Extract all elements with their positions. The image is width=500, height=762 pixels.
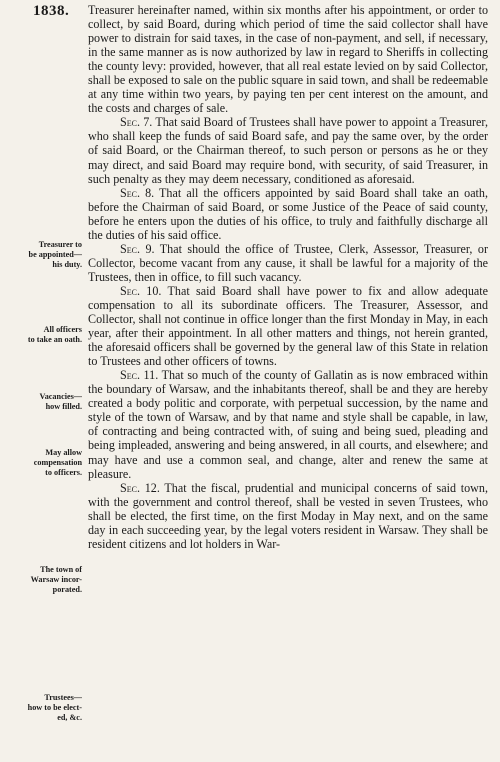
- margin-note-line: ed, &c.: [57, 713, 82, 722]
- margin-note-treasurer: [0, 240, 84, 270]
- margin-note-line: to take an oath.: [27, 335, 82, 344]
- margin-note-line: porated.: [52, 585, 82, 594]
- section-9: [88, 242, 488, 284]
- margin-note-line: Warsaw incor-: [30, 575, 82, 584]
- page-year: 1838.: [33, 3, 70, 19]
- margin-note-line: Vacancies—: [39, 392, 82, 401]
- margin-note-line: to officers.: [45, 468, 82, 477]
- margin-note-line: his duty.: [52, 260, 82, 269]
- section-10: [88, 284, 488, 368]
- section-label: Sec. 8.: [120, 185, 155, 200]
- paragraph-text: That all the officers appointed by said Board shall take an oath, before the Chairman of said Board, or some Justice of the Peace of said county, before he enters upon the duties of his office, to truly and faithfully discharge all the duties of his said office.: [88, 185, 488, 242]
- margin-note-line: compensation: [33, 458, 82, 467]
- paragraph-text: Treasurer hereinafter named, within six months after his appointment, or order to collect, by said Board, during which period of time the said collector shall have power to distrain for said taxes, in the case of non-payment, and sell, if necessary, in the same manner as is now authorized by law in regard to Sheriffs in collecting the county levy: provided, however, that all real estate levied on by said Collector, shall be exposed to sale on the public square in said town, and shall be redeemable at any time within two years, by paying ten per cent interest on the amount, and the costs and charges of sale.: [88, 3, 488, 116]
- section-11: [88, 368, 488, 480]
- section-12: [88, 481, 488, 551]
- section-label: Sec. 7.: [120, 115, 153, 130]
- margin-note-line: The town of: [40, 565, 82, 574]
- margin-note-line: how filled.: [45, 402, 82, 411]
- paragraph-text: That said Board of Trustees shall have power to appoint a Treasurer, who shall keep the funds of said Board safe, and pay the same over, by the order of said Board, or the Chairman thereof, to such person or persons as he or they may direct, and said Board may require bond, with security, of said Treasurer, in such penalty as they may deem necessary, conditioned as aforesaid.: [88, 115, 488, 186]
- margin-note-line: Treasurer to: [38, 240, 82, 249]
- margin-note-vacancies: [0, 392, 84, 412]
- paragraph-text: That said Board shall have power to fix and allow adequate compensation to all its subordinate officers. The Treasurer, Assessor, and Collector, shall not continue in office longer than the first Monday in May, in each year, after their appointment. In all other matters and things, not herein granted, the aforesaid officers shall be governed by the general law of this State in relation to Trustees and other officers of towns.: [88, 283, 488, 369]
- paragraph-continuation: [88, 3, 488, 115]
- paragraph-text: That so much of the county of Gallatin as is now embraced within the boundary of Warsaw, and the inhabitants thereof, shall be and they are hereby created a body politic and corporate, with perpetual succession, by the name and style of the town of Warsaw, and by that name and style shall be capable, in law, of contracting and being contracted with, of suing and being sued, pleading and being impleaded, answering and being answered, in all courts, and elsewhere; and may have and use a common seal, and change, alter and renew the same at pleasure.: [88, 368, 488, 481]
- section-label: Sec. 10.: [120, 283, 162, 298]
- margin-note-line: Trustees—: [44, 693, 82, 702]
- section-label: Sec. 11.: [120, 368, 159, 383]
- margin-note-line: All officers: [43, 325, 82, 334]
- margin-note-warsaw: [0, 565, 84, 595]
- section-7: [88, 115, 488, 185]
- document-body: [88, 3, 488, 551]
- section-label: Sec. 9.: [120, 241, 155, 256]
- margin-note-line: how to be elect-: [27, 703, 82, 712]
- margin-note-line: May allow: [45, 448, 82, 457]
- section-label: Sec. 12.: [120, 480, 160, 495]
- margin-note-compensation: [0, 448, 84, 478]
- section-8: [88, 186, 488, 242]
- paragraph-text: That should the office of Trustee, Clerk, Assessor, Treasurer, or Collector, become vacant from any cause, it shall be lawful for a majority of the Trustees, then in office, to fill such vacancy.: [88, 241, 488, 284]
- margin-note-oath: [0, 325, 84, 345]
- margin-note-line: be appointed—: [28, 250, 82, 259]
- margin-note-trustees: [0, 693, 84, 723]
- paragraph-text: That the fiscal, prudential and municipal concerns of said town, with the government and control thereof, shall be vested in seven Trustees, who shall be elected, the first time, on the first Moday in May next, and on the same day in each succeeding year, by the legal voters resident in Warsaw. They shall be resident citizens and lot holders in War-: [88, 480, 488, 551]
